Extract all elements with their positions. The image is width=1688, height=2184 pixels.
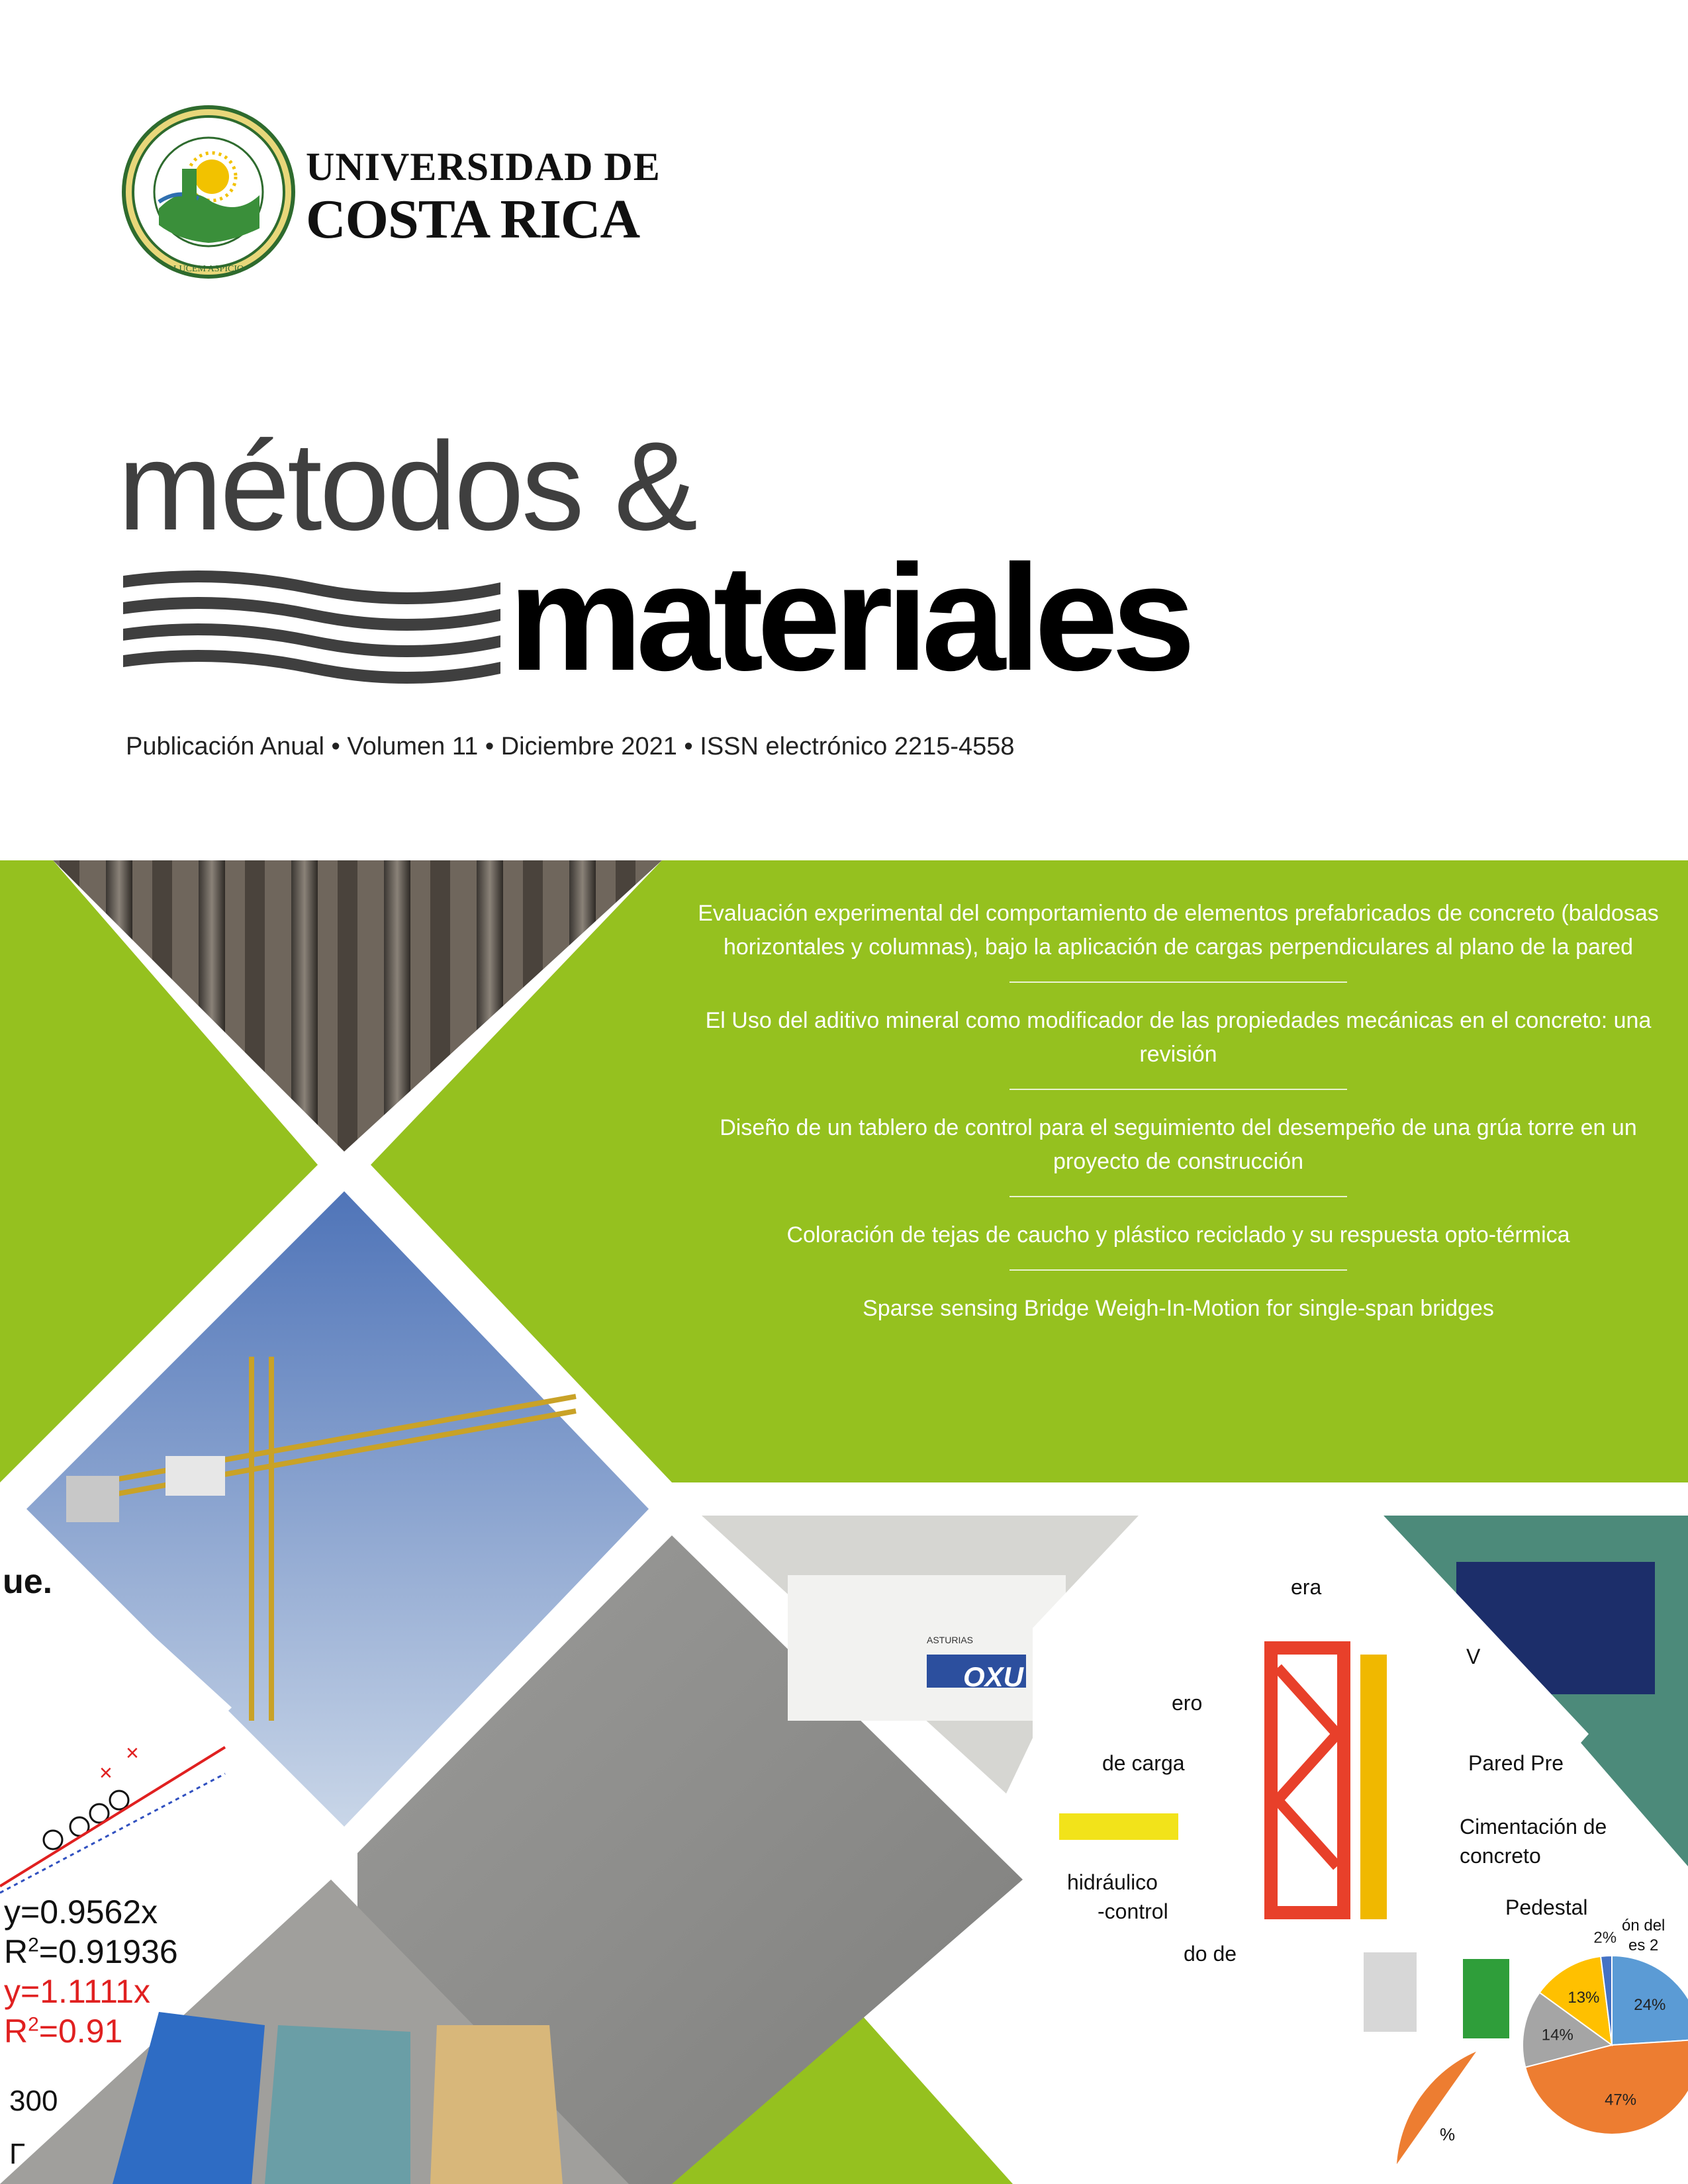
r2-symbol: R [4,1933,28,1970]
plot-tick-2: Γ [9,2138,26,2170]
r2-value-2: =0.91 [38,2013,123,2050]
diagram-label-5: Pared Pre [1468,1751,1564,1775]
reaction-frame-inner [1278,1655,1337,1906]
article-list [682,897,1675,1326]
publication-info: Publicación Anual • Volumen 11 • Diciembre 2021 • ISSN electrónico 2215-4558 [126,733,1015,760]
plot-r2-2 [4,2012,122,2050]
concrete-foundation [1364,1952,1417,2032]
teal-tile [265,2025,410,2184]
pie-slice-label: 13% [1568,1988,1600,2007]
university-seal [119,103,298,281]
diagram-label-7: concreto [1460,1844,1541,1868]
r2-superscript: 2 [28,1934,39,1956]
article-divider [1009,1269,1347,1271]
pedestal [1463,1959,1509,2038]
university-name-line1: UNIVERSIDAD DE [306,145,661,189]
pie-title-2: es 2 [1628,1936,1659,1954]
article-1[interactable] [682,897,1675,964]
diagram-label-1: era [1291,1575,1322,1599]
plot-r2-1 [4,1933,178,1971]
pie-chart [1523,1929,1688,2134]
plot-header: ue. [3,1563,53,1601]
article-divider [1009,1089,1347,1090]
article-5[interactable] [682,1292,1675,1326]
pie-slice-label: 24% [1634,1995,1666,2014]
pie-slice-label: 47% [1605,2091,1637,2109]
svg-text:×: × [99,1760,113,1786]
diagram-label-6: Cimentación de [1460,1815,1607,1839]
plot-eq2: y=1.1111x [4,1973,150,2010]
university-name-line2: COSTA RICA [306,189,640,250]
crane-counterweight [66,1476,119,1522]
article-3[interactable] [682,1111,1675,1179]
article-2[interactable] [682,1004,1675,1071]
article-5-title[interactable]: Sparse sensing Bridge Weigh-In-Motion for single-span bridges [863,1296,1494,1321]
truck-logo-text: OXU [963,1661,1024,1692]
pie-title-1: ón del [1622,1917,1665,1934]
truck-cab [788,1575,1066,1721]
article-3-title[interactable]: Diseño de un tablero de control para el seguimiento del desempeño de una grúa torre en un proyecto de construcción [720,1115,1637,1174]
diagram-label-2: V [1466,1645,1481,1668]
crane-cabin [165,1456,225,1496]
svg-text:×: × [126,1741,139,1766]
diagram-label-9: -control [1098,1899,1168,1923]
r2-superscript-2: 2 [28,2013,39,2036]
university-name [306,147,661,248]
plot-eq1: y=0.9562x [4,1893,158,1931]
diagram-label-4: de carga [1102,1751,1185,1775]
r2-symbol-2: R [4,2013,28,2050]
hydraulic-jack [1059,1813,1178,1840]
article-1-title[interactable]: Evaluación experimental del comportamiento de elementos prefabricados de concreto (baldosas horizontales y columnas), bajo la aplicación de cargas perpendiculares al plano de la pared [698,901,1659,960]
r2-value: =0.91936 [38,1933,178,1970]
tan-tile [430,2025,563,2184]
pie-slice-label: 2% [1593,1929,1617,1947]
svg-text:LUCEM ASPICIO: LUCEM ASPICIO [173,264,244,274]
partial-pie-label: % [1440,2124,1456,2144]
plot-tick: 300 [9,2085,58,2117]
partial-pie [1397,2052,1476,2164]
wave-stripes-logo [123,569,500,692]
precast-wall [1360,1655,1387,1919]
journal-title-bottom: materiales [508,534,1190,702]
diagram-label-11: Pedestal [1505,1895,1588,1919]
article-4[interactable] [682,1218,1675,1252]
article-2-title[interactable]: El Uso del aditivo mineral como modificador de las propiedades mecánicas en el concreto: una revisión [705,1008,1652,1067]
article-divider [1009,981,1347,983]
diagram-label-3: ero [1172,1691,1203,1715]
pie-slice-label: 14% [1541,2026,1573,2044]
diagram-label-8: hidráulico [1067,1870,1158,1894]
article-divider [1009,1196,1347,1197]
diagram-label-10: do de [1184,1942,1237,1966]
journal-title-top: métodos & [118,416,696,557]
truck-brand: ASTURIAS [927,1635,974,1645]
article-4-title[interactable]: Coloración de tejas de caucho y plástico reciclado y su respuesta opto-térmica [786,1222,1570,1248]
